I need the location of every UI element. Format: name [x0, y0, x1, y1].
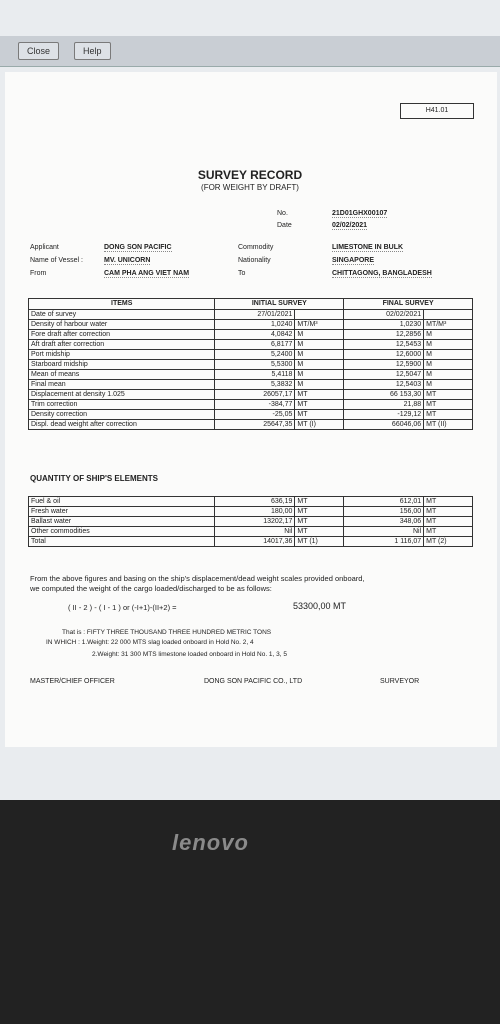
row-item: Displacement at density 1.025 [29, 390, 215, 400]
row-initial-unit: MT [295, 390, 344, 400]
row-initial-value: 5,3832 [215, 380, 295, 390]
row-final-unit: M [424, 370, 473, 380]
elements-table-row [29, 527, 473, 537]
signature-company: DONG SON PACIFIC CO., LTD [204, 678, 303, 685]
row-final-unit: MT [424, 517, 473, 527]
row-initial-value: 1,0240 [215, 320, 295, 330]
row-initial-unit: M [295, 360, 344, 370]
row-item: Aft draft after correction [29, 340, 215, 350]
row-initial-value: -25,05 [215, 410, 295, 420]
result-value: 53300,00 MT [293, 601, 347, 611]
row-initial-value: 27/01/2021 [215, 310, 295, 320]
row-final-value: 612,01 [344, 497, 424, 507]
row-final-unit: MT [424, 390, 473, 400]
signature-surveyor: SURVEYOR [380, 678, 420, 685]
row-final-value: 12,5047 [344, 370, 424, 380]
survey-table-row [29, 340, 473, 350]
row-initial-value: 26057,17 [215, 390, 295, 400]
row-initial-unit: MT/M³ [295, 320, 344, 330]
row-final-unit: M [424, 360, 473, 370]
elements-table-row [29, 537, 473, 547]
header-final: FINAL SURVEY [344, 299, 473, 310]
row-item: Other commodities [29, 527, 215, 537]
row-initial-unit: MT [295, 410, 344, 420]
row-initial-unit: MT [295, 527, 344, 537]
row-final-unit: M [424, 380, 473, 390]
row-initial-unit: MT (I) [295, 420, 344, 430]
row-initial-value: 25647,35 [215, 420, 295, 430]
survey-table-row [29, 380, 473, 390]
survey-table-row [29, 310, 473, 320]
commodity-value: LIMESTONE IN BULK [332, 244, 404, 251]
row-final-value: 12,5403 [344, 380, 424, 390]
row-final-unit: MT (2) [424, 537, 473, 547]
survey-table-row [29, 410, 473, 420]
row-final-unit: M [424, 350, 473, 360]
elements-table-row [29, 517, 473, 527]
vessel-label: Name of Vessel : [30, 257, 83, 264]
survey-table-row [29, 350, 473, 360]
elements-table-row [29, 497, 473, 507]
row-initial-unit: MT [295, 517, 344, 527]
row-final-unit: M [424, 330, 473, 340]
lenovo-logo: lenovo [172, 830, 249, 855]
row-final-value: 12,5900 [344, 360, 424, 370]
applicant-label: Applicant [30, 244, 59, 251]
no-value: 21D01GHX00107 [332, 210, 388, 217]
nationality-label: Nationality [238, 257, 271, 264]
document-code: H41.01 [400, 103, 474, 119]
row-item: Final mean [29, 380, 215, 390]
to-value: CHITTAGONG, BANGLADESH [332, 270, 432, 277]
date-value: 02/02/2021 [332, 222, 368, 229]
section-title: QUANTITY OF SHIP'S ELEMENTS [30, 474, 158, 483]
row-item: Fuel & oil [29, 497, 215, 507]
row-final-value: 66 153,30 [344, 390, 424, 400]
signature-master: MASTER/CHIEF OFFICER [30, 678, 115, 685]
row-initial-value: 5,5300 [215, 360, 295, 370]
row-final-value: 156,00 [344, 507, 424, 517]
survey-table-row [29, 400, 473, 410]
row-item: Total [29, 537, 215, 547]
row-final-unit: MT [424, 400, 473, 410]
row-item: Port midship [29, 350, 215, 360]
header-items: ITEMS [29, 299, 215, 310]
row-item: Ballast water [29, 517, 215, 527]
row-initial-unit: M [295, 380, 344, 390]
ship-elements-table [28, 496, 473, 547]
row-item: Date of survey [29, 310, 215, 320]
row-item: Trim correction [29, 400, 215, 410]
row-final-unit: MT (II) [424, 420, 473, 430]
row-initial-unit: M [295, 340, 344, 350]
commodity-label: Commodity [238, 244, 274, 251]
row-initial-value: -384,77 [215, 400, 295, 410]
in-which-line-2: 2.Weight: 31 300 MTS limestone loaded onboard in Hold No. 1, 3, 5 [92, 651, 287, 658]
row-initial-value: 13202,17 [215, 517, 295, 527]
survey-table-row [29, 390, 473, 400]
row-initial-value: 636,19 [215, 497, 295, 507]
row-final-unit: M [424, 340, 473, 350]
row-initial-value: 5,4118 [215, 370, 295, 380]
row-item: Fore draft after correction [29, 330, 215, 340]
paragraph-line-1: From the above figures and basing on the ship's displacement/dead weight scales provided onboard, [30, 574, 365, 583]
row-final-unit: MT [424, 527, 473, 537]
row-final-unit: MT [424, 497, 473, 507]
from-value: CAM PHA ANG VIET NAM [104, 270, 190, 277]
row-item: Density correction [29, 410, 215, 420]
draft-survey-table [28, 298, 473, 430]
help-button[interactable]: Help [74, 42, 111, 60]
applicant-value: DONG SON PACIFIC [104, 244, 172, 251]
row-initial-unit: M [295, 330, 344, 340]
row-item: Mean of means [29, 370, 215, 380]
row-initial-value: 5,2400 [215, 350, 295, 360]
survey-table-row [29, 370, 473, 380]
row-final-value: 348,06 [344, 517, 424, 527]
paragraph-line-2: we computed the weight of the cargo loaded/discharged to be as follows: [30, 584, 272, 593]
row-initial-unit: M [295, 350, 344, 360]
row-final-unit: MT [424, 507, 473, 517]
row-final-unit [424, 310, 473, 320]
in-which-line: IN WHICH : 1.Weight: 22 000 MTS slag loaded onboard in Hold No. 2, 4 [46, 639, 254, 646]
row-item: Displ. dead weight after correction [29, 420, 215, 430]
vessel-value: MV. UNICORN [104, 257, 151, 264]
survey-table-row [29, 360, 473, 370]
nationality-value: SINGAPORE [332, 257, 375, 264]
toolbar [0, 36, 500, 67]
survey-table-row [29, 330, 473, 340]
row-initial-unit: M [295, 370, 344, 380]
row-initial-value: Nil [215, 527, 295, 537]
row-initial-unit: MT [295, 400, 344, 410]
row-final-value: 12,6000 [344, 350, 424, 360]
no-label: No. [277, 210, 288, 217]
page-subtitle: (FOR WEIGHT BY DRAFT) [201, 183, 299, 192]
row-initial-value: 6,8177 [215, 340, 295, 350]
row-initial-unit [295, 310, 344, 320]
row-initial-unit: MT [295, 497, 344, 507]
row-final-value: Nil [344, 527, 424, 537]
row-final-unit: MT [424, 410, 473, 420]
row-initial-unit: MT [295, 507, 344, 517]
row-item: Fresh water [29, 507, 215, 517]
row-initial-value: 180,00 [215, 507, 295, 517]
laptop-bezel [0, 800, 500, 1024]
row-final-value: 21,88 [344, 400, 424, 410]
from-label: From [30, 270, 47, 277]
row-final-value: 12,5453 [344, 340, 424, 350]
row-initial-unit: MT (1) [295, 537, 344, 547]
to-label: To [238, 270, 246, 277]
formula: ( II - 2 ) - ( I - 1 ) or (-I+1)-(II+2) = [68, 603, 177, 612]
survey-table-row [29, 320, 473, 330]
header-initial: INITIAL SURVEY [215, 299, 344, 310]
row-final-value: 12,2856 [344, 330, 424, 340]
row-initial-value: 14017,36 [215, 537, 295, 547]
row-initial-value: 4,0842 [215, 330, 295, 340]
row-final-value: 66046,06 [344, 420, 424, 430]
close-button[interactable]: Close [18, 42, 59, 60]
row-final-unit: MT/M³ [424, 320, 473, 330]
that-is-line: That is : FIFTY THREE THOUSAND THREE HUNDRED METRIC TONS [62, 629, 272, 636]
row-item: Density of harbour water [29, 320, 215, 330]
row-item: Starboard midship [29, 360, 215, 370]
date-label: Date [277, 222, 292, 229]
row-final-value: 1,0230 [344, 320, 424, 330]
row-final-value: -129,12 [344, 410, 424, 420]
row-final-value: 1 116,07 [344, 537, 424, 547]
row-final-value: 02/02/2021 [344, 310, 424, 320]
elements-table-row [29, 507, 473, 517]
survey-table-row [29, 420, 473, 430]
page-title: SURVEY RECORD [197, 168, 303, 182]
